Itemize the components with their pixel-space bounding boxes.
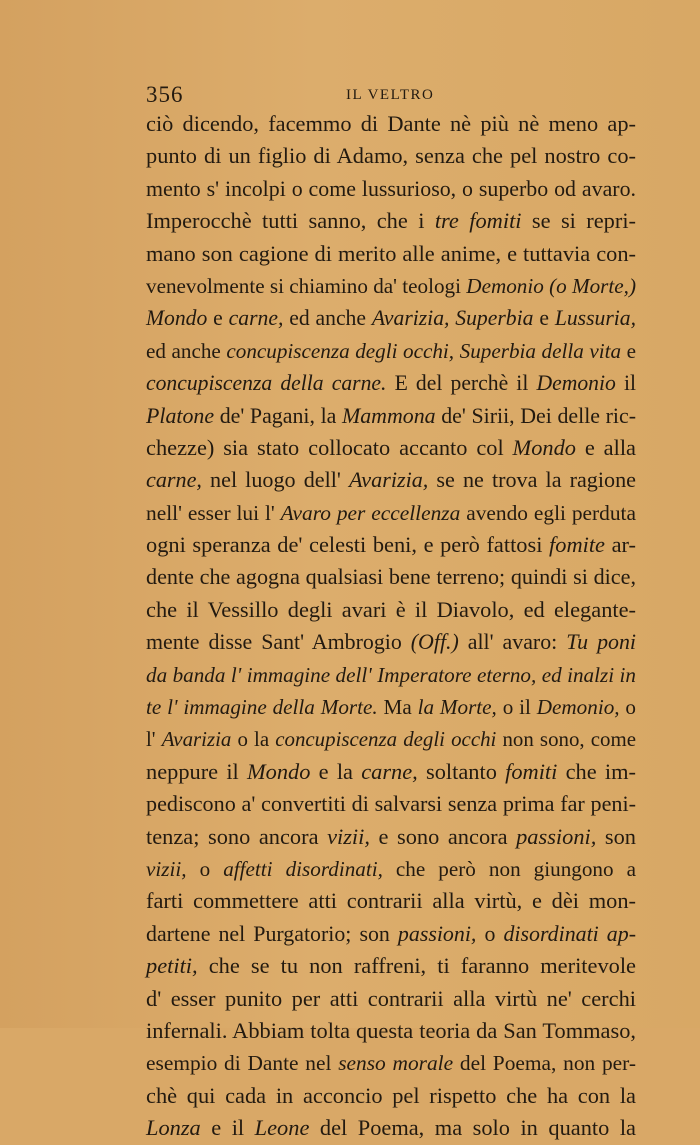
text-run: che im- [557, 758, 636, 784]
text-run: o la [231, 727, 276, 752]
text-line [146, 950, 636, 982]
italic-text-run: vizii, [327, 823, 370, 849]
text-run: del Poema, ma solo in quanto la [309, 1115, 636, 1141]
text-line [146, 853, 636, 885]
text-run: punto di un figlio di Adamo, senza che pel nostro co- [146, 143, 636, 169]
text-run: e il [200, 1115, 255, 1141]
text-line [146, 432, 636, 464]
text-line [146, 335, 636, 367]
text-run: ed anche [283, 306, 372, 331]
italic-text-run: concupiscenza degli occhi [275, 727, 497, 752]
text-run: chezze) sia stato collocato accanto col [146, 434, 513, 460]
italic-text-run: Demonio (o Morte,) [466, 273, 636, 298]
italic-text-run: Avarizia, [349, 467, 429, 493]
text-run: E del perchè il [386, 371, 537, 396]
italic-text-run: Demonio, [536, 695, 620, 720]
italic-text-run: fomite [549, 532, 605, 558]
text-run: ciò dicendo, facemmo di Dante nè più nè meno ap- [146, 111, 636, 136]
text-line [146, 659, 636, 691]
text-line [146, 1080, 636, 1112]
italic-text-run: tre fomiti [434, 208, 522, 234]
italic-text-run: da banda l' immagine dell' Imperatore eterno, ed inalzi in [146, 662, 636, 687]
italic-text-run: disordinati ap- [503, 920, 636, 946]
italic-text-run: la Morte, [417, 695, 497, 720]
italic-text-run: Tu poni [566, 629, 636, 655]
text-run: e sono ancora [369, 823, 517, 849]
italic-text-run: Avarizia, Superbia [371, 306, 534, 331]
text-line [146, 885, 636, 917]
text-line [146, 464, 636, 496]
text-line [146, 626, 636, 658]
text-run: o [476, 920, 504, 946]
italic-text-run: vizii, [146, 856, 187, 881]
text-run: tenza; sono ancora [146, 823, 328, 849]
text-line [146, 497, 636, 529]
text-run: non sono, come [496, 727, 636, 752]
text-run: e [207, 306, 229, 331]
italic-text-run: passioni, [397, 920, 477, 946]
running-title: IL VELTRO [346, 87, 435, 103]
text-run: o [186, 856, 224, 881]
text-run: se si repri- [521, 208, 636, 234]
italic-text-run: Leone [254, 1115, 310, 1141]
text-run: del Poema, non per- [453, 1051, 636, 1076]
text-run: nel luogo dell' [201, 467, 349, 493]
italic-text-run: (Off.) [410, 629, 459, 655]
text-line [146, 205, 636, 237]
text-run: mano son cagione di merito alle anime, e tuttavia con- [146, 240, 636, 266]
text-line [146, 756, 636, 788]
text-run: ar- [605, 532, 636, 558]
text-line [146, 173, 636, 205]
italic-text-run: carne, [146, 467, 202, 493]
text-run: nell' esser lui l' [146, 500, 281, 525]
text-run: ogni speranza de' celesti beni, e però fattosi [146, 532, 550, 558]
running-head [146, 82, 636, 110]
text-run: o il [496, 695, 537, 720]
text-line [146, 1047, 636, 1079]
text-run: soltanto [417, 758, 506, 784]
italic-text-run: Lonza [146, 1115, 201, 1141]
italic-text-run: petiti, [146, 953, 198, 979]
text-run: infernali. Abbiam tolta questa teoria da San Tommaso, [146, 1017, 636, 1043]
text-line [146, 400, 636, 432]
text-line [146, 918, 636, 950]
text-line [146, 788, 636, 820]
text-line [146, 1015, 636, 1047]
text-run: mente disse Sant' Ambrogio [146, 629, 411, 655]
text-run: dente che agogna qualsiasi bene terreno; quindi si dice, [146, 564, 636, 590]
italic-text-run: concupiscenza della carne. [146, 371, 387, 396]
text-line [146, 983, 636, 1015]
text-run: mento s' incolpi o come lussurioso, o superbo od avaro. [146, 175, 636, 201]
text-run: se ne trova la ragione [428, 467, 636, 493]
text-run: e [533, 306, 555, 331]
italic-text-run: Mondo [146, 306, 208, 331]
text-run: esempio di Dante nel [146, 1051, 339, 1076]
text-run: e [621, 338, 636, 363]
body-text [146, 108, 636, 1145]
text-line [146, 108, 636, 140]
text-line [146, 270, 636, 302]
italic-text-run: senso morale [338, 1051, 454, 1076]
italic-text-run: Mondo [247, 758, 311, 784]
text-run: che però non giungono a [382, 856, 636, 881]
italic-text-run: te l' immagine della Morte. [146, 695, 378, 720]
text-run: all' avaro: [458, 629, 567, 655]
page-number: 356 [146, 82, 184, 107]
text-run: il [615, 371, 636, 396]
text-run: che il Vessillo degli avari è il Diavolo, ed elegante- [146, 596, 636, 622]
text-run: l' [146, 727, 162, 752]
text-line [146, 367, 636, 399]
text-line [146, 140, 636, 172]
text-run: o [619, 695, 636, 720]
italic-text-run: Demonio [536, 371, 616, 396]
text-run: e la [310, 758, 362, 784]
text-run: e alla [575, 434, 636, 460]
text-run: de' Sirii, Dei delle ric- [435, 402, 636, 428]
italic-text-run: passioni, [516, 823, 597, 849]
text-run: dartene nel Purgatorio; son [146, 920, 398, 946]
text-run: Ma [377, 695, 418, 720]
text-run: son [596, 823, 636, 849]
text-line [146, 529, 636, 561]
italic-text-run: carne, [361, 758, 418, 784]
italic-text-run: concupiscenza degli occhi, Superbia della vita [226, 338, 622, 363]
text-line [146, 238, 636, 270]
italic-text-run: fomiti [505, 758, 558, 784]
text-run: d' esser punito per atti contrarii alla virtù ne' cerchi [146, 985, 636, 1011]
text-run: chè qui cada in acconcio pel rispetto che ha con la [146, 1082, 636, 1108]
italic-text-run: Mondo [512, 434, 576, 460]
text-line [146, 561, 636, 593]
text-line [146, 821, 636, 853]
text-run: ed anche [146, 338, 227, 363]
italic-text-run: Avarizia [161, 727, 232, 752]
italic-text-run: affetti disordinati, [223, 856, 383, 881]
text-line [146, 691, 636, 723]
text-line [146, 1112, 636, 1144]
italic-text-run: carne, [228, 306, 284, 331]
text-run: farti commettere atti contrarii alla virtù, e dèi mon- [146, 888, 636, 914]
text-run: neppure il [146, 758, 247, 784]
text-run: pediscono a' convertiti di salvarsi senza prima far peni- [146, 791, 636, 817]
italic-text-run: Mammona [341, 402, 436, 428]
text-line [146, 302, 636, 334]
text-run: venevolmente si chiamino da' teologi [146, 273, 467, 298]
text-run: avendo egli perduta [460, 500, 636, 525]
text-run: Imperocchè tutti sanno, che i [146, 208, 435, 234]
text-run: de' Pagani, la [214, 402, 342, 428]
italic-text-run: Avaro per eccellenza [280, 500, 461, 525]
text-line [146, 594, 636, 626]
text-run: che se tu non raffreni, ti faranno meritevole [197, 953, 636, 979]
text-line [146, 723, 636, 755]
italic-text-run: Lussuria, [554, 306, 636, 331]
italic-text-run: Platone [146, 402, 215, 428]
